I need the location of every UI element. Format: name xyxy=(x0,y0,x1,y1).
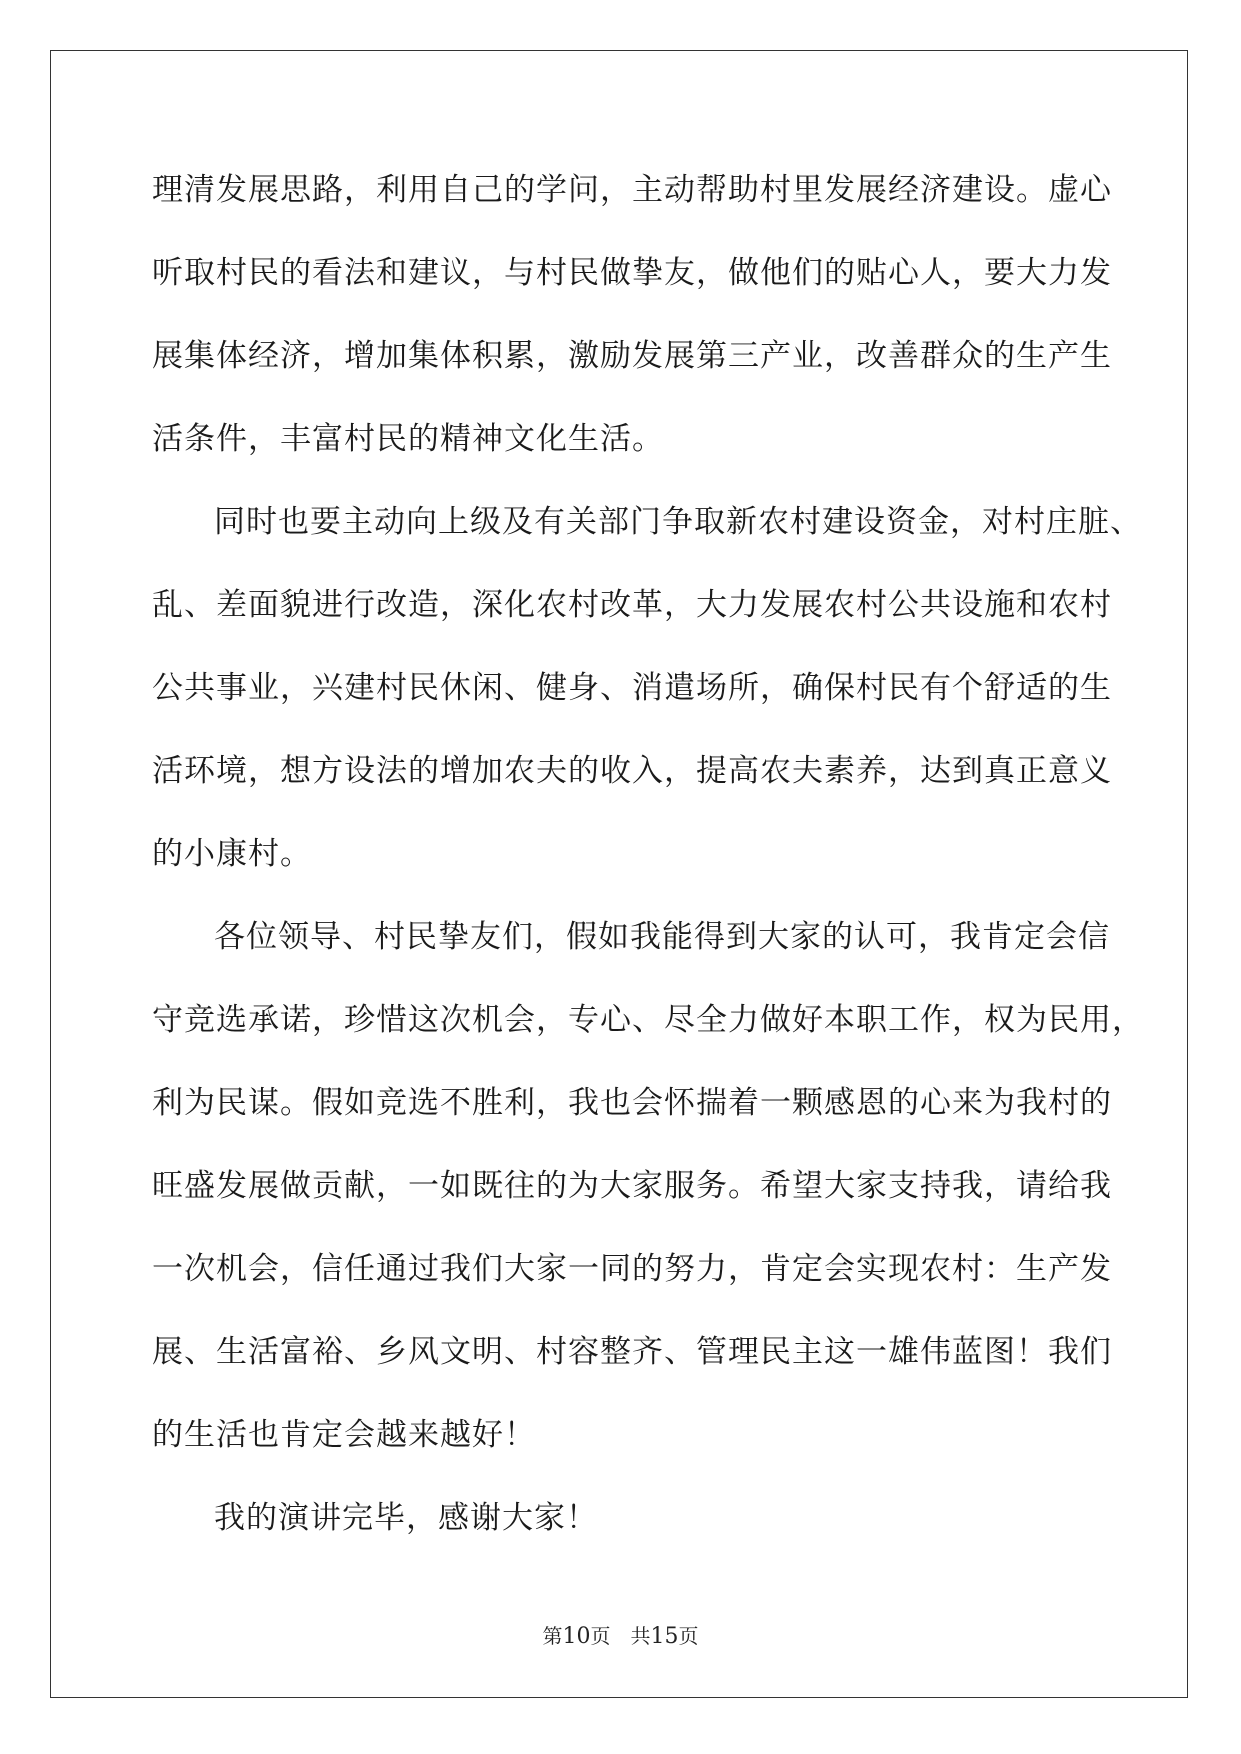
text-line: 一次机会，信任通过我们大家一同的努力，肯定会实现农村：生产发 xyxy=(152,1251,1112,1287)
text-line: 各位领导、村民挚友们，假如我能得到大家的认可，我肯定会信 xyxy=(214,919,1110,955)
text-line: 守竞选承诺，珍惜这次机会，专心、尽全力做好本职工作，权为民用， xyxy=(152,1002,1144,1038)
text-line: 展集体经济，增加集体积累，激励发展第三产业，改善群众的生产生 xyxy=(152,338,1112,374)
page-current-number: 10 xyxy=(562,1624,591,1649)
text-line: 的生活也肯定会越来越好！ xyxy=(152,1417,536,1453)
page-total-number: 15 xyxy=(650,1624,679,1649)
document-body xyxy=(152,160,1144,1571)
page-prefix: 第 xyxy=(542,1624,563,1648)
text-line: 活条件，丰富村民的精神文化生活。 xyxy=(152,421,664,457)
text-line: 听取村民的看法和建议，与村民做挚友，做他们的贴心人，要大力发 xyxy=(152,255,1112,291)
text-line: 利为民谋。假如竞选不胜利，我也会怀揣着一颗感恩的心来为我村的 xyxy=(152,1085,1112,1121)
text-line: 公共事业，兴建村民休闲、健身、消遣场所，确保村民有个舒适的生 xyxy=(152,670,1112,706)
page-footer xyxy=(0,1620,1241,1649)
text-line: 同时也要主动向上级及有关部门争取新农村建设资金，对村庄脏、 xyxy=(214,504,1142,540)
page-mid: 页 共 xyxy=(590,1624,651,1648)
page-suffix: 页 xyxy=(678,1624,699,1648)
text-line: 旺盛发展做贡献，一如既往的为大家服务。希望大家支持我，请给我 xyxy=(152,1168,1112,1204)
text-line: 展、生活富裕、乡风文明、村容整齐、管理民主这一雄伟蓝图！我们 xyxy=(152,1334,1112,1370)
text-line: 理清发展思路，利用自己的学问，主动帮助村里发展经济建设。虚心 xyxy=(152,172,1112,208)
text-line: 我的演讲完毕，感谢大家！ xyxy=(214,1500,598,1536)
text-line: 乱、差面貌进行改造，深化农村改革，大力发展农村公共设施和农村 xyxy=(152,587,1112,623)
text-line: 的小康村。 xyxy=(152,836,312,872)
text-line: 活环境，想方设法的增加农夫的收入，提高农夫素养，达到真正意义 xyxy=(152,753,1112,789)
